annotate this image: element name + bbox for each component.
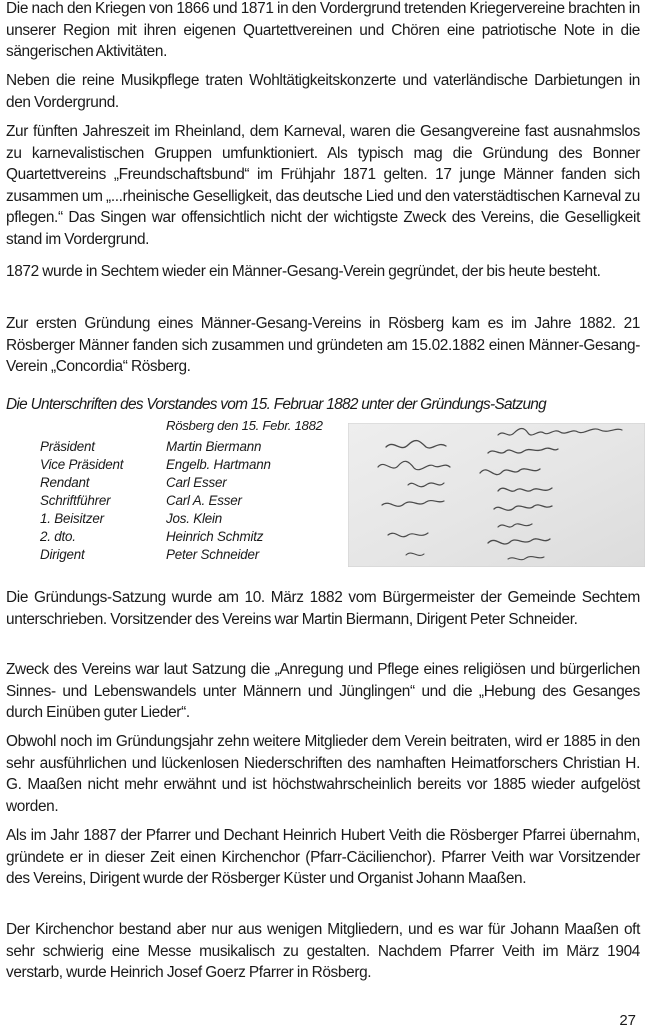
paragraph-kirchenchor: Als im Jahr 1887 der Pfarrer und Dechant Heinrich Hubert Veith die Rösberger Pfarrei übernahm, gründete er in dieser Zeit einen Kirchenchor (Pfarr-Cäcilienchor). Pfarrer Veith war Vorsitzender des Vereins, Dirigent wurde der Rösberger Küster und Organist Johann Maaßen.: [6, 827, 640, 888]
signature-name: Jos. Klein: [166, 511, 223, 526]
signature-role: Rendant: [40, 475, 90, 490]
signature-role: Dirigent: [40, 547, 85, 562]
signature-date: Rösberg den 15. Febr. 1882: [166, 418, 323, 433]
signature-name: Peter Schneider: [166, 547, 260, 562]
paragraph-kriegervereine: Die nach den Kriegen von 1866 und 1871 in den Vordergrund tretenden Kriegervereine brachten in unserer Region mit ihren eigenen Quartettvereinen und Chören eine patriotische Note in die sängerischen Aktivitäten.: [6, 0, 640, 61]
signature-role: Schriftführer: [40, 493, 111, 508]
handwritten-signatures-image: [348, 423, 645, 567]
signature-name: Carl Esser: [166, 475, 227, 490]
page-number: 27: [619, 1012, 636, 1029]
signature-role: 2. dto.: [40, 529, 76, 544]
paragraph-gruendung-1882: Zur ersten Gründung eines Männer-Gesang-Vereins in Rösberg kam es im Jahre 1882. 21 Rösberger Männer fanden sich zusammen und gründeten am 15.02.1882 einen Männer-Gesang-Verein „Concordia“ Rösberg.: [6, 315, 640, 376]
paragraph-sechtem-1872: 1872 wurde in Sechtem wieder ein Männer-Gesang-Verein gegründet, der bis heute besteht.: [6, 263, 601, 280]
paragraph-karneval: Zur fünften Jahreszeit im Rheinland, dem Karneval, waren die Gesangvereine fast ausnahmslos zu karnevalistischen Gruppen umfunktioniert. Als typisch mag die Gründung des Bonner Quartettvereins „Freundschaftsbund“ im Frühjahr 1871 gelten. 17 junge Männer fanden sich zusammen um „...rheinische Geselligkeit, das deutsche Lied und den vaterstädtischen Karneval zu pflegen.“ Das Singen war offensichtlich nicht der wichtigste Zweck des Vereins, die Geselligkeit stand im Vordergrund.: [6, 123, 640, 248]
signature-name: Carl A. Esser: [166, 493, 242, 508]
signature-caption: Die Unterschriften des Vorstandes vom 15. Februar 1882 unter der Gründungs-Satzung: [6, 396, 547, 413]
paragraph-zweck: Zweck des Vereins war laut Satzung die „Anregung und Pflege eines religiösen und bürgerlichen Sinnes- und Lebenswandels unter Männern und Jünglingen“ und die „Hebung des Gesanges durch Einüben guter Lieder“.: [6, 661, 640, 722]
signature-name: Engelb. Hartmann: [166, 457, 271, 472]
signature-name: Martin Biermann: [166, 439, 262, 454]
paragraph-satzung: Die Gründungs-Satzung wurde am 10. März 1882 vom Bürgermeister der Gemeinde Sechtem unterschrieben. Vorsitzender des Vereins war Martin Biermann, Dirigent Peter Schneider.: [6, 589, 640, 628]
signature-name: Heinrich Schmitz: [166, 529, 264, 544]
signature-role: Vice Präsident: [40, 457, 124, 472]
paragraph-musikpflege: Neben die reine Musikpflege traten Wohltätigkeitskonzerte und vaterländische Darbietungen in den Vordergrund.: [6, 72, 640, 111]
signature-role: Präsident: [40, 439, 95, 454]
signature-role: 1. Beisitzer: [40, 511, 104, 526]
paragraph-aufloesung: Obwohl noch im Gründungsjahr zehn weitere Mitglieder dem Verein beitraten, wird er 1885 in den sehr ausführlichen und lückenlosen Niederschriften des namhaften Heimatforschers Christian H. G. Maaßen nicht mehr erwähnt und ist höchstwahrscheinlich bereits vor 1885 wieder aufgelöst worden.: [6, 733, 640, 815]
paragraph-maassen: Der Kirchenchor bestand aber nur aus wenigen Mitgliedern, und es war für Johann Maaßen oft sehr schwierig eine Messe musikalisch zu gestalten. Nachdem Pfarrer Veith im März 1904 verstarb, wurde Heinrich Josef Goerz Pfarrer in Rösberg.: [6, 921, 640, 982]
